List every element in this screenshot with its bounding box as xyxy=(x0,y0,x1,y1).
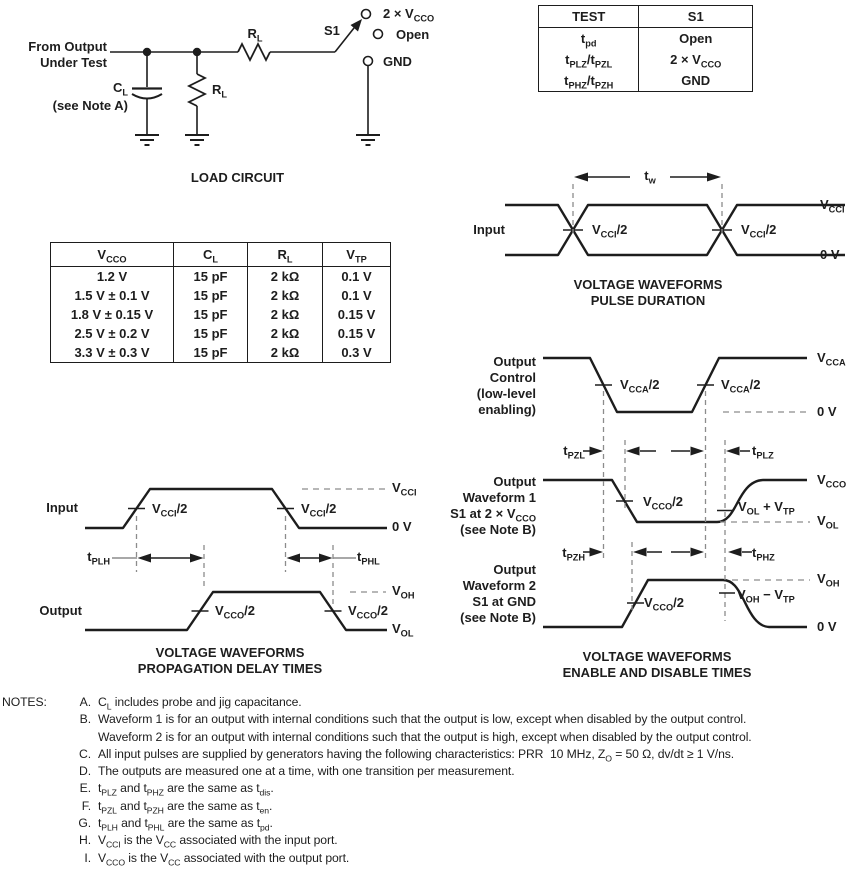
waveform2-label-line4: (see Note B) xyxy=(460,610,536,625)
source-label-line2: Under Test xyxy=(40,55,107,70)
vtp-cell: 0.15 V xyxy=(323,324,391,343)
note-row xyxy=(2,763,854,780)
notes-section xyxy=(2,694,854,867)
vcco-level-label: $V_{CCO}$ xyxy=(817,472,847,490)
control-label-line1: Output xyxy=(493,354,536,369)
control-label-line4: enabling) xyxy=(478,402,536,417)
pulse-input-label: Input xyxy=(473,222,505,237)
cl-label: $C_L$ xyxy=(112,80,128,98)
shunt-resistor-symbol xyxy=(189,74,205,106)
note-text: The outputs are measured one at a time, with one transition per measurement. xyxy=(98,764,515,779)
waveform1-label-line3: S1 at $2 \times V_{CCO}$ xyxy=(450,506,536,524)
load-table-row xyxy=(51,267,391,287)
test-cell: $t_{pd}$ xyxy=(580,31,597,49)
waveform1-label-line2: Waveform 1 xyxy=(462,490,536,505)
note-text: $t_{PLH}$ and $t_{PHL}$ are the same as $t_{pd}$. xyxy=(98,816,273,833)
note-row xyxy=(2,711,854,728)
vcca-half-label-right: $V_{CCA}/2$ xyxy=(721,377,761,395)
note-letter xyxy=(63,729,91,746)
load-table-row xyxy=(51,324,391,343)
vcco-cell: 3.3 V ± 0.3 V xyxy=(74,345,150,360)
voh-minus-vtp-label: $V_{OH} - V_{TP}$ xyxy=(737,587,795,605)
col-header-vcco: $V_{CCO}$ xyxy=(51,243,174,267)
vcca-level-label: $V_{CCA}$ xyxy=(817,350,846,368)
vcco-half-label-wf2: $V_{CCO}/2$ xyxy=(644,595,685,613)
vcci-level-label: $V_{CCI}$ xyxy=(820,197,845,215)
note-text: All input pulses are supplied by generators having the following characteristics: PRR 10 MHz, $Z_O = 50$ Ω, dv/dt ≥ 1 V/ns. xyxy=(98,746,735,764)
waveform1-label-line1: Output xyxy=(493,474,536,489)
vcci-half-label-rise: $V_{CCI}/2$ xyxy=(152,501,188,519)
enable-disable-title-line2: ENABLE AND DISABLE TIMES xyxy=(562,665,752,680)
note-text: $V_{CCO}$ is the $V_{CC}$ associated with the output port. xyxy=(98,850,350,868)
cl-cell: 15 pF xyxy=(174,324,248,343)
tw-label: $t_w$ xyxy=(630,168,670,183)
test-cell: $t_{PHZ}/t_{PZH}$ xyxy=(564,73,614,91)
rl-cell: 2 kΩ xyxy=(248,305,323,324)
voh-level-label: $V_{OH}$ xyxy=(817,571,840,589)
prop-output-label: Output xyxy=(39,603,82,618)
vcco-half-label-fall: $V_{CCO}/2$ xyxy=(348,603,389,621)
vtp-cell: 0.1 V xyxy=(323,286,391,305)
zero-volt-level-label: 0 V xyxy=(392,519,412,534)
switch-position-open: Open xyxy=(396,27,430,42)
rl-shunt-label: $R_L$ xyxy=(212,82,228,100)
waveform2-label-line3: S1 at GND xyxy=(472,594,536,609)
ground-symbol-cap xyxy=(135,135,159,145)
switch-position-gnd: GND xyxy=(383,54,412,69)
prop-input-label: Input xyxy=(46,500,78,515)
series-resistor-symbol xyxy=(238,44,270,60)
propagation-title-line1: VOLTAGE WAVEFORMS xyxy=(155,645,305,660)
vcco-cell: 2.5 V ± 0.2 V xyxy=(74,326,150,341)
load-conditions-table xyxy=(50,242,391,363)
waveform2-label-line2: Waveform 2 xyxy=(462,578,536,593)
col-header-vtp: $V_{TP}$ xyxy=(323,243,391,267)
control-label-line3: (low-level xyxy=(476,386,536,401)
s1-cell: $2 \times V_{CCO}$ xyxy=(639,49,753,70)
source-label-line1: From Output xyxy=(28,39,107,54)
ground-symbol-resistor xyxy=(185,135,209,145)
test-cell: $t_{PLZ}/t_{PZL}$ xyxy=(565,52,613,70)
cl-cell: 15 pF xyxy=(174,343,248,363)
vcco-half-label-rise: $V_{CCO}/2$ xyxy=(215,603,256,621)
control-label-line2: Control xyxy=(489,370,536,385)
load-circuit-title: LOAD CIRCUIT xyxy=(190,170,285,185)
vcco-cell: 1.8 V ± 0.15 V xyxy=(70,307,154,322)
rl-cell: 2 kΩ xyxy=(248,343,323,363)
vcca-half-label-left: $V_{CCA}/2$ xyxy=(620,377,660,395)
waveform1-label-line4: (see Note B) xyxy=(460,522,536,537)
zero-volt-wf2-label: 0 V xyxy=(817,619,837,634)
test-s1-table xyxy=(538,5,753,92)
note-letter: A. xyxy=(79,695,91,709)
note-text: Waveform 1 is for an output with internal conditions such that the output is low, except when disabled by the output control. xyxy=(98,712,747,727)
s1-cell: Open xyxy=(639,28,753,50)
waveform2-label-line1: Output xyxy=(493,562,536,577)
tpzh-label: $t_{PZH}$ xyxy=(562,545,585,563)
ground-symbol-right xyxy=(356,135,380,145)
tphz-label: $t_{PHZ}$ xyxy=(752,545,775,563)
pulse-duration-title-line1: VOLTAGE WAVEFORMS xyxy=(573,277,723,292)
vcci-half-label-right: $V_{CCI}/2$ xyxy=(741,222,777,240)
propagation-title-line2: PROPAGATION DELAY TIMES xyxy=(137,661,323,676)
note-letter: B. xyxy=(79,712,91,727)
col-header-test: TEST xyxy=(539,6,639,28)
switch-contact-2xvcco xyxy=(362,10,371,19)
s1-cell: GND xyxy=(639,70,753,92)
voh-level-label: $V_{OH}$ xyxy=(392,583,415,601)
measurement-dashed-guides xyxy=(137,516,334,607)
cl-cell: 15 pF xyxy=(174,286,248,305)
note-letter: I. xyxy=(84,850,91,865)
zero-volt-control-label: 0 V xyxy=(817,404,837,419)
vtp-cell: 0.15 V xyxy=(323,305,391,324)
switch-contact-gnd xyxy=(364,57,373,66)
cl-cell: 15 pF xyxy=(174,305,248,324)
rl-cell: 2 kΩ xyxy=(248,267,323,287)
note-text: $t_{PZL}$ and $t_{PZH}$ are the same as $t_{en}$. xyxy=(98,798,273,816)
tplz-label: $t_{PLZ}$ xyxy=(752,443,774,461)
pulse-duration-waveform xyxy=(505,173,845,256)
rl-cell: 2 kΩ xyxy=(248,286,323,305)
test-table-row xyxy=(539,70,753,92)
note-text: Waveform 2 is for an output with internal conditions such that the output is high, except when disabled by the output control. xyxy=(98,729,752,744)
notes-heading: NOTES: xyxy=(2,695,47,709)
note-row xyxy=(2,798,854,815)
pulse-duration-title-line2: PULSE DURATION xyxy=(590,293,706,308)
vcci-level-label: $V_{CCI}$ xyxy=(392,480,417,498)
input-pulse-line-b xyxy=(505,205,845,255)
note-text: $t_{PLZ}$ and $t_{PHZ}$ are the same as $t_{dis}$. xyxy=(98,781,274,798)
enable-disable-title-line1: VOLTAGE WAVEFORMS xyxy=(582,649,732,664)
note-letter: C. xyxy=(79,746,91,761)
col-header-cl: $C_L$ xyxy=(174,243,248,267)
note-row xyxy=(2,780,854,797)
vol-plus-vtp-label: $V_{OL} + V_{TP}$ xyxy=(738,499,795,517)
rl-cell: 2 kΩ xyxy=(248,324,323,343)
test-table-row xyxy=(539,28,753,50)
note-row xyxy=(2,832,854,849)
output-control-waveform xyxy=(543,358,807,412)
note-letter: D. xyxy=(79,764,91,779)
note-text: $V_{CCI}$ is the $V_{CC}$ associated with the input port. xyxy=(98,833,338,850)
tpzl-label: $t_{PZL}$ xyxy=(563,443,585,461)
vcci-half-label-fall: $V_{CCI}/2$ xyxy=(301,501,337,519)
col-header-s1: S1 xyxy=(639,6,753,28)
tphl-label: $t_{PHL}$ xyxy=(357,549,380,567)
vcco-cell: 1.5 V ± 0.1 V xyxy=(74,288,150,303)
test-table-row xyxy=(539,49,753,70)
note-letter: F. xyxy=(81,798,91,813)
note-letter: E. xyxy=(79,781,91,796)
cl-cell: 15 pF xyxy=(174,267,248,287)
s1-switch-label: S1 xyxy=(324,23,340,38)
vcci-half-label-left: $V_{CCI}/2$ xyxy=(592,222,628,240)
note-letter: H. xyxy=(79,833,91,848)
load-table-row xyxy=(51,343,391,363)
load-table-row xyxy=(51,286,391,305)
crossing-ticks xyxy=(128,509,342,612)
load-table-row xyxy=(51,305,391,324)
switch-position-2xvcco: $2 \times V_{CCO}$ xyxy=(383,6,435,24)
vcco-cell: 1.2 V xyxy=(96,269,128,284)
switch-contact-open xyxy=(374,30,383,39)
load-table-header-row xyxy=(51,243,391,267)
tplh-label: $t_{PLH}$ xyxy=(87,549,110,567)
rl-series-label: $R_L$ xyxy=(247,26,263,44)
vol-level-label: $V_{OL}$ xyxy=(817,513,839,531)
vcco-half-label-wf1: $V_{CCO}/2$ xyxy=(643,494,684,512)
zero-volt-level-label: 0 V xyxy=(820,247,840,262)
note-row xyxy=(2,746,854,763)
note-letter: G. xyxy=(78,816,91,831)
note-row xyxy=(2,815,854,832)
input-pulse-line-a xyxy=(505,205,845,255)
note-row xyxy=(2,850,854,867)
note-row xyxy=(2,694,854,711)
cl-note-label: (see Note A) xyxy=(52,98,128,113)
note-text: $C_L$ includes probe and jig capacitance. xyxy=(98,695,302,712)
capacitor-plate-bottom xyxy=(132,94,162,99)
note-row xyxy=(2,729,854,746)
vol-level-label: $V_{OL}$ xyxy=(392,621,414,639)
test-table-header-row xyxy=(539,6,753,28)
col-header-rl: $R_L$ xyxy=(248,243,323,267)
vtp-cell: 0.3 V xyxy=(323,343,391,363)
vtp-cell: 0.1 V xyxy=(323,267,391,287)
